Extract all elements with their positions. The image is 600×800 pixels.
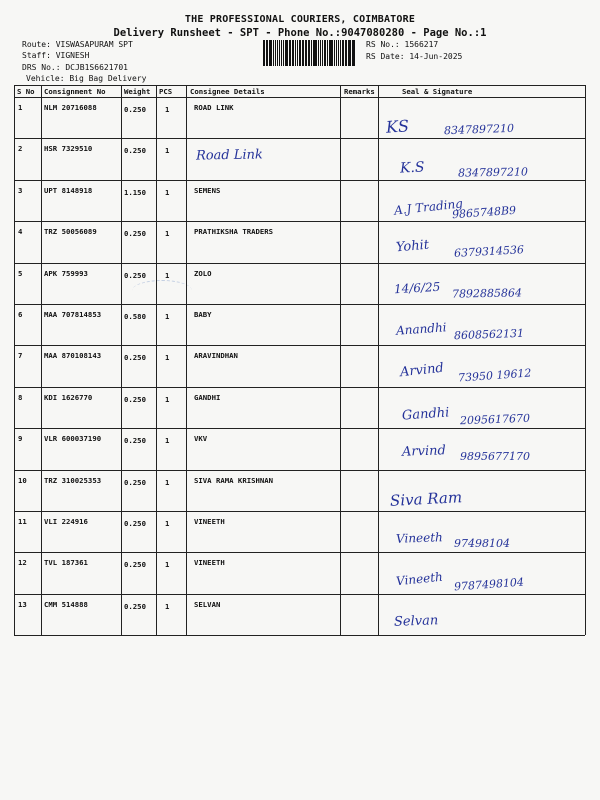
row-weight: 0.250: [124, 270, 146, 280]
row-pcs: 1: [165, 601, 170, 611]
row-sno: 6: [18, 310, 23, 319]
row-divider: [14, 138, 585, 139]
row-signature-phone: 2095617670: [459, 411, 531, 428]
row-consignee: ARAVINDHAN: [194, 351, 238, 361]
row-pcs: 1: [165, 353, 170, 363]
row-consignee: SEMENS: [194, 185, 221, 195]
company-title: THE PROFESSIONAL COURIERS, COIMBATORE: [184, 14, 416, 25]
row-consignee: GANDHI: [194, 392, 221, 402]
row-consignment-no: VLI 224916: [44, 517, 88, 526]
rs-date: RS Date: 14-Jun-2025: [366, 52, 463, 61]
row-divider: [14, 304, 585, 305]
row-divider: [14, 180, 585, 181]
row-pcs: 1: [165, 105, 170, 114]
row-sno: 9: [18, 434, 23, 444]
row-divider: [14, 552, 585, 553]
row-consignment-no: MAA 707814853: [44, 310, 102, 319]
row-consignee: PRATHIKSHA TRADERS: [194, 227, 274, 237]
row-weight: 0.250: [124, 353, 146, 363]
row-divider: [14, 85, 585, 86]
row-consignee: ZOLO: [194, 268, 212, 278]
col-header-remarks: Remarks: [344, 87, 375, 96]
row-signature-phone: 9865748B9: [451, 203, 517, 222]
col-header-sno: S No: [17, 87, 35, 96]
row-divider: [14, 594, 585, 595]
row-sno: 3: [18, 185, 23, 195]
row-pcs: 1: [165, 436, 170, 446]
row-sno: 13: [18, 599, 27, 609]
row-consignee: VKV: [194, 434, 208, 444]
row-consignment-no: NLM 20716088: [44, 103, 97, 112]
row-weight: 0.250: [124, 436, 146, 446]
rs-number: RS No.: 1566217: [366, 40, 439, 49]
row-handwritten-note: Road Link: [195, 147, 264, 164]
row-signature: Yohit: [395, 237, 430, 256]
row-divider: [14, 635, 585, 636]
row-pcs: 1: [165, 229, 170, 239]
row-signature-phone: 97498104: [454, 537, 510, 550]
row-divider: [14, 97, 585, 98]
faded-stamp: [132, 280, 192, 301]
row-pcs: 1: [165, 187, 170, 197]
row-weight: 0.250: [124, 394, 146, 404]
row-sno: 4: [18, 227, 23, 237]
row-signature: Vineeth: [395, 530, 444, 546]
row-signature-phone: 9895677170: [460, 450, 530, 464]
staff-label: Staff: VIGNESH: [22, 51, 90, 60]
row-sno: 1: [18, 103, 23, 112]
row-pcs: 1: [165, 477, 170, 487]
row-signature: A.J Trading: [393, 196, 464, 218]
runsheet-table: [14, 85, 585, 635]
row-pcs: 1: [165, 519, 170, 528]
row-weight: 0.250: [124, 601, 146, 611]
row-divider: [14, 263, 585, 264]
col-header-pcs: PCS: [159, 87, 173, 96]
row-consignee: BABY: [194, 310, 212, 319]
row-consignment-no: VLR 600037190: [44, 434, 102, 444]
row-consignment-no: HSR 7329510: [44, 144, 93, 154]
row-signature-phone: 73950 19612: [457, 366, 532, 385]
row-signature: Vineeth: [395, 569, 444, 589]
row-weight: 0.250: [124, 477, 146, 487]
row-consignee: ROAD LINK: [194, 103, 234, 112]
row-sno: 11: [18, 517, 27, 526]
row-pcs: 1: [165, 312, 170, 321]
runsheet-subtitle: Delivery Runsheet - SPT - Phone No.:9047080280 - Page No.:1: [113, 27, 487, 39]
row-divider: [14, 387, 585, 388]
row-sno: 12: [18, 558, 27, 568]
row-signature-phone: 8347897210: [457, 165, 529, 181]
row-consignment-no: CMM 514888: [44, 599, 88, 609]
row-pcs: 1: [165, 270, 170, 280]
row-consignee: SELVAN: [194, 599, 221, 609]
drs-label: DRS No.: DCJB1S6621701: [22, 63, 128, 72]
row-consignment-no: APK 759993: [44, 268, 88, 278]
row-consignment-no: TRZ 50056089: [44, 227, 97, 237]
row-weight: 1.150: [124, 187, 146, 197]
row-signature: Arvind: [401, 443, 447, 460]
row-weight: 0.580: [124, 312, 146, 321]
row-signature-phone: 8347897210: [443, 121, 515, 138]
row-pcs: 1: [165, 394, 170, 404]
row-divider: [14, 221, 585, 222]
row-signature: KS: [385, 116, 410, 137]
row-signature-phone: 8608562131: [453, 326, 525, 343]
row-consignment-no: TVL 187361: [44, 558, 88, 568]
row-sno: 10: [18, 475, 27, 485]
col-header-weight: Weight: [124, 87, 151, 96]
row-weight: 0.250: [124, 560, 146, 570]
row-signature: 14/6/25: [393, 279, 441, 296]
col-header-consignment: Consignment No: [44, 87, 106, 96]
row-divider: [14, 345, 585, 346]
row-pcs: 1: [165, 560, 170, 570]
row-divider: [14, 511, 585, 512]
row-weight: 0.250: [124, 105, 146, 114]
row-weight: 0.250: [124, 519, 146, 528]
row-consignee: VINEETH: [194, 558, 225, 568]
row-sno: 2: [18, 144, 23, 154]
row-consignee: VINEETH: [194, 517, 225, 526]
row-consignment-no: UPT 8148918: [44, 185, 93, 195]
column-divider: [585, 85, 586, 635]
row-consignee: SIVA RAMA KRISHNAN: [194, 475, 274, 485]
row-divider: [14, 428, 585, 429]
row-signature: Selvan: [393, 613, 439, 630]
row-weight: 0.250: [124, 146, 146, 156]
row-signature-phone: 9787498104: [453, 575, 525, 594]
row-consignment-no: MAA 870108143: [44, 351, 102, 361]
vehicle-label: Vehicle: Big Bag Delivery: [26, 74, 147, 83]
row-sno: 7: [18, 351, 23, 361]
row-consignment-no: TRZ 310025353: [44, 475, 102, 485]
row-signature: Siva Ram: [389, 487, 463, 510]
row-pcs: 1: [165, 146, 170, 156]
row-sno: 5: [18, 268, 23, 278]
row-divider: [14, 470, 585, 471]
row-signature: Gandhi: [401, 405, 450, 424]
route-label: Route: VISWASAPURAM SPT: [22, 40, 133, 49]
row-sno: 8: [18, 392, 23, 402]
row-weight: 0.250: [124, 229, 146, 239]
row-signature: K.S: [399, 159, 425, 178]
barcode: [263, 40, 355, 66]
row-signature: Anandhi: [395, 320, 447, 338]
row-signature: Arvind: [399, 361, 445, 381]
row-consignment-no: KDI 1626770: [44, 392, 93, 402]
row-signature-phone: 7892885864: [451, 285, 523, 301]
col-header-signature: Seal & Signature: [402, 87, 473, 96]
col-header-consignee: Consignee Details: [190, 87, 265, 96]
row-signature-phone: 6379314536: [453, 243, 525, 261]
